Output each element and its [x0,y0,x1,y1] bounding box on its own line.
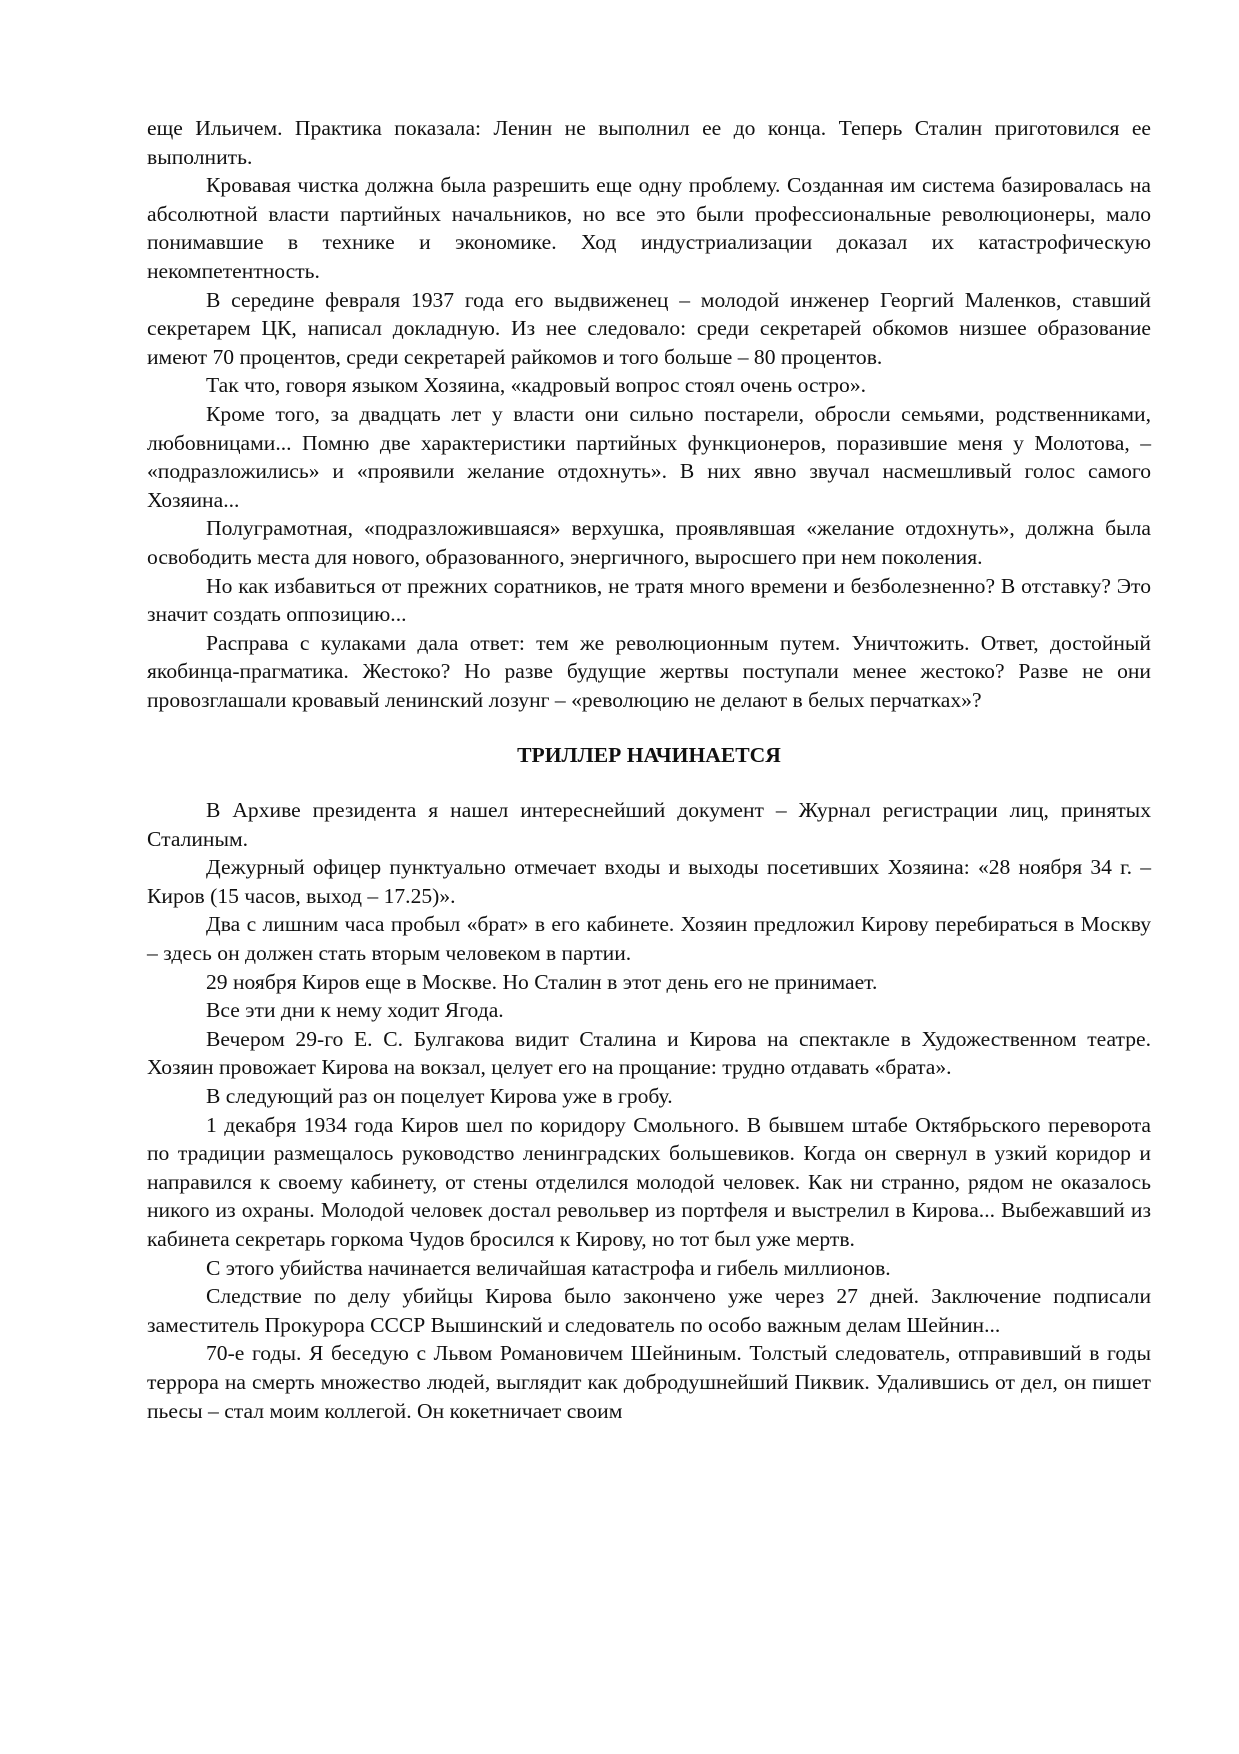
paragraph: 1 декабря 1934 года Киров шел по коридору Смольного. В бывшем штабе Октябрьского переворота по традиции размещалось руководство ленинградских большевиков. Когда он свернул в узкий коридор и направился к своему кабинету, от стены отделился молодой человек. Как ни странно, рядом не оказалось никого из охраны. Молодой человек достал револьвер из портфеля и выстрелил в Кирова... Выбежавший из кабинета секретарь горкома Чудов бросился к Кирову, но тот был уже мертв. [147,1112,1151,1251]
paragraph: Два с лишним часа пробыл «брат» в его кабинете. Хозяин предложил Кирову перебираться в Москву – здесь он должен стать вторым человеком в партии. [147,912,1151,966]
paragraph: В Архиве президента я нашел интереснейший документ – Журнал регистрации лиц, принятых Сталиным. [147,798,1151,851]
paragraph: 70-е годы. Я беседую с Львом Романовичем Шейниным. Толстый следователь, отправивший в годы террора на смерть множество людей, выглядит как добродушнейший Пиквик. Удалившись от дел, он пишет пьесы – стал моим коллегой. Он кокетничает своим [147,1341,1151,1423]
paragraph: С этого убийства начинается величайшая катастрофа и гибель миллионов. [206,1255,891,1280]
paragraph: Полуграмотная, «подразложившаяся» верхушка, проявлявшая «желание отдохнуть», должна была освободить места для нового, образованного, энергичного, выросшего при нем поколения. [147,516,1151,569]
document-page [147,114,1151,1425]
section-heading: ТРИЛЛЕР НАЧИНАЕТСЯ [517,743,781,768]
paragraph: Но как избавиться от прежних соратников, не тратя много времени и безболезненно? В отставку? Это значит создать оппозицию... [147,573,1151,627]
paragraph: Кровавая чистка должна была разрешить еще одну проблему. Созданная им система базировалась на абсолютной власти партийных начальников, но все это были профессиональные революционеры, мало понимавшие в технике и экономике. Ход индустриализации доказал их катастрофическую некомпетентность. [147,173,1151,283]
paragraph: Все эти дни к нему ходит Ягода. [206,998,504,1023]
paragraph: В середине февраля 1937 года его выдвиженец – молодой инженер Георгий Маленков, ставший секретарем ЦК, написал докладную. Из нее следовало: среди секретарей обкомов низшее образование имеют 70 процентов, среди секретарей райкомов и того больше – 80 процентов. [147,287,1151,369]
paragraph: 29 ноября Киров еще в Москве. Но Сталин в этот день его не принимает. [206,969,878,994]
paragraph: еще Ильичем. Практика показала: Ленин не выполнил ее до конца. Теперь Сталин приготовился ее выполнить. [147,116,1151,169]
paragraph: В следующий раз он поцелует Кирова уже в гробу. [206,1084,673,1108]
paragraph: Вечером 29-го Е. С. Булгакова видит Сталина и Кирова на спектакле в Художественном театре. Хозяин провожает Кирова на вокзал, целует его на прощание: трудно отдавать «брата». [147,1026,1151,1080]
paragraph: Так что, говоря языком Хозяина, «кадровый вопрос стоял очень остро». [206,373,867,398]
paragraph: Дежурный офицер пунктуально отмечает входы и выходы посетивших Хозяина: «28 ноября 34 г. – Киров (15 часов, выход – 17.25)». [147,855,1151,908]
paragraph: Расправа с кулаками дала ответ: тем же революционным путем. Уничтожить. Ответ, достойный якобинца-прагматика. Жестоко? Но разве будущие жертвы поступали менее жестоко? Разве не они провозглашали кровавый ленинский лозунг – «революцию не делают в белых перчатках»? [147,630,1151,712]
paragraph: Следствие по делу убийцы Кирова было закончено уже через 27 дней. Заключение подписали заместитель Прокурора СССР Вышинский и следователь по особо важным делам Шейнин... [147,1284,1151,1337]
paragraph: Кроме того, за двадцать лет у власти они сильно постарели, обросли семьями, родственниками, любовницами... Помню две характеристики партийных функционеров, поразившие меня у Молотова, – «подразложились» и «проявили желание отдохнуть». В них явно звучал насмешливый голос самого Хозяина... [147,401,1151,512]
